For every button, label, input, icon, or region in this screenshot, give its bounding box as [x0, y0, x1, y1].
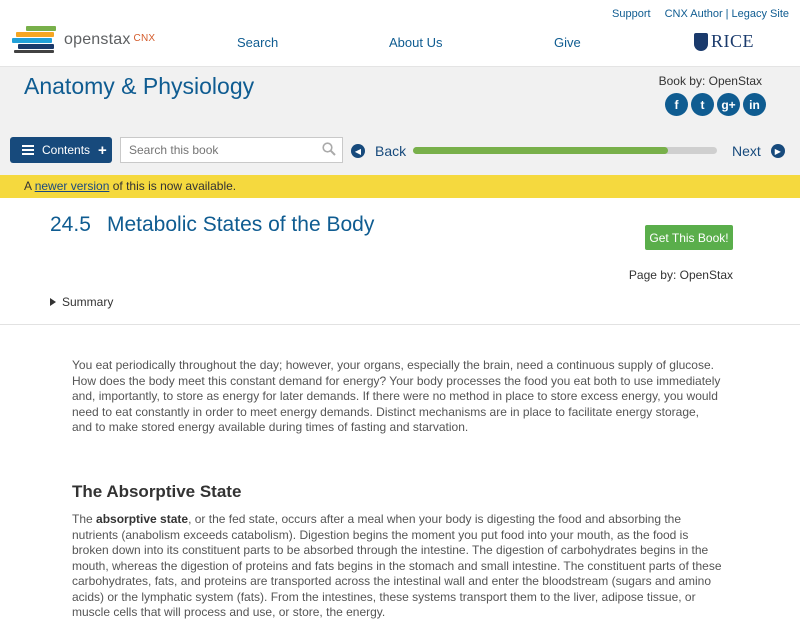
google-plus-icon[interactable]: g+ [717, 93, 740, 116]
nav-about-us[interactable]: About Us [389, 35, 443, 50]
book-author: Book by: OpenStax [658, 74, 762, 88]
book-header [0, 66, 800, 125]
logo-wordmark: openstax CNX [64, 31, 156, 48]
section-heading: The Absorptive State [72, 482, 242, 501]
support-link[interactable]: Support [612, 8, 651, 20]
social-share [665, 93, 766, 116]
contents-button[interactable] [10, 137, 112, 163]
section-number: 24.5 [50, 213, 91, 236]
list-icon [22, 145, 34, 155]
plus-icon: + [98, 141, 107, 159]
caret-right-icon [50, 298, 56, 306]
book-search [120, 137, 343, 163]
nav-give[interactable]: Give [554, 35, 581, 50]
rice-logo[interactable] [694, 31, 754, 52]
next-label: Next [732, 143, 761, 159]
page-author: Page by: OpenStax [628, 268, 733, 282]
linkedin-icon[interactable]: in [743, 93, 766, 116]
back-label: Back [375, 143, 407, 159]
search-icon[interactable] [322, 142, 336, 156]
link-separator: | [725, 8, 729, 20]
chevron-right-icon: ▶ [771, 144, 785, 158]
books-stack-icon [12, 26, 58, 54]
progress-fill [413, 147, 668, 154]
facebook-icon[interactable]: f [665, 93, 688, 116]
openstax-logo[interactable] [12, 26, 155, 54]
nav-search[interactable]: Search [237, 35, 279, 50]
back-button[interactable] [351, 143, 406, 159]
legacy-site-link[interactable]: Legacy Site [731, 8, 789, 20]
contents-label: Contents [42, 143, 91, 157]
newer-version-banner: A newer version of this is now available. [0, 175, 800, 198]
book-title[interactable]: Anatomy & Physiology [24, 73, 255, 99]
newer-version-link[interactable]: newer version [34, 179, 110, 193]
term-absorptive-state: absorptive state [96, 512, 189, 526]
rice-wordmark: RICE [711, 31, 755, 51]
search-input[interactable] [121, 138, 311, 162]
absorptive-paragraph: The absorptive state, or the fed state, occurs after a meal when your body is digesting the food and absorbing the nutrients (anabolism exceeds catabolism). Digestion begins the moment you put food into your mouth, as the food is broken down into its constituent parts to be absorbed through the intestine. The digestion of carbohydrates begins in the mouth, whereas the digestion of proteins and fats begins in the stomach and small intestine. The constituent parts of these carbohydrates, fats, and proteins are transported across the intestinal wall and enter the bloodstream (sugars and amino acids) or the lymphatic system (fats). From the intestines, these systems transport them to the liver, adipose tissue, or muscle cells that will process and use, or store, the energy. [72, 512, 722, 619]
reading-progress-bar [413, 147, 717, 154]
summary-toggle[interactable] [50, 295, 113, 309]
divider [0, 324, 800, 325]
next-button[interactable] [732, 143, 785, 159]
utility-links [612, 8, 789, 20]
rice-shield-icon [694, 33, 708, 51]
chevron-left-icon: ◀ [351, 144, 365, 158]
get-this-book-button[interactable]: Get This Book! [645, 225, 733, 250]
intro-paragraph: You eat periodically throughout the day; however, your organs, especially the brain, need a continuous supply of glucose. How does the body meet this constant demand for energy? Your body processes the food you eat both to use immediately and, importantly, to store as energy for later demands. If there were no method in place to store excess energy, you would need to eat constantly in order to meet energy demands. Distinct mechanisms are in place to facilitate energy storage, and to make stored energy available during times of fasting and starvation. [72, 358, 721, 434]
top-nav [0, 0, 800, 66]
cnx-author-link[interactable]: CNX Author [664, 8, 723, 20]
book-toolbar [0, 125, 800, 175]
page-title: Metabolic States of the Body [107, 213, 375, 236]
summary-label: Summary [62, 295, 114, 309]
twitter-icon[interactable]: t [691, 93, 714, 116]
